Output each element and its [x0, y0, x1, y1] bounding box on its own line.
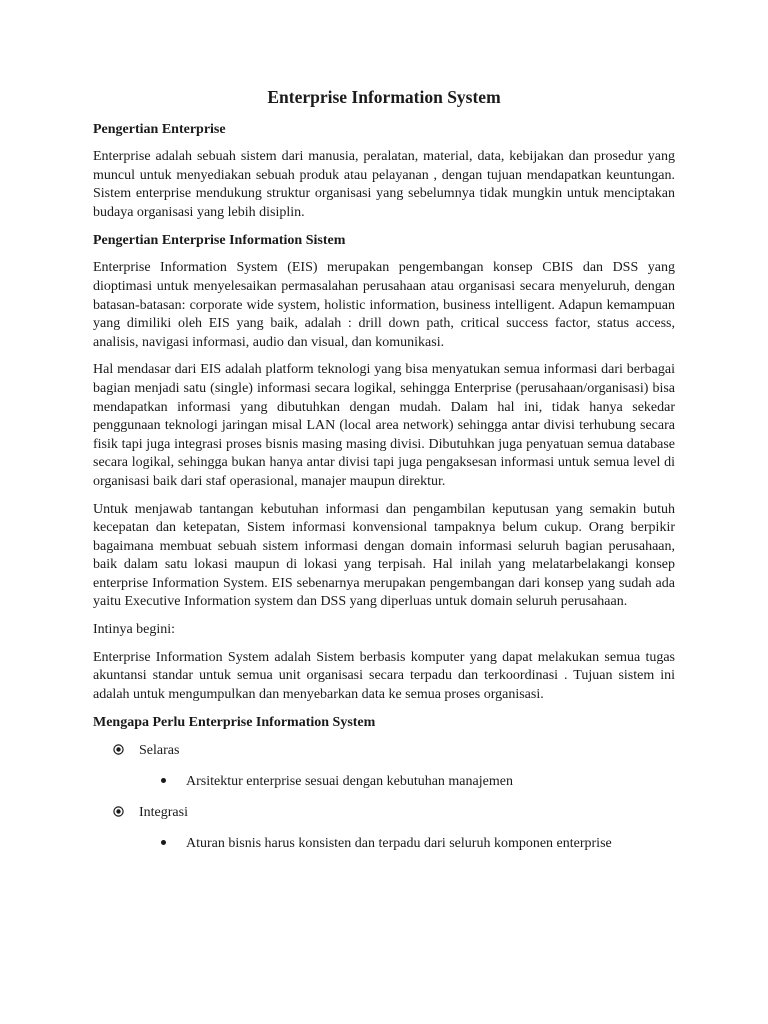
list-item [93, 803, 675, 822]
list-subitem [93, 772, 675, 791]
paragraph: Enterprise Information System (EIS) merupakan pengembangan konsep CBIS dan DSS yang dioptimasi untuk menyelesaikan permasalahan perusahaan atau organisasi secara menyeluruh, dengan batasan-batasan: corporate wide system, holistic information, business intelligent. Adapun kemampuan yang dimiliki oleh EIS yang baik, adalah : drill down path, critical success factor, status access, analisis, navigasi informasi, audio dan visual, dan komunikasi. [93, 260, 675, 350]
document-title: Enterprise Information System [267, 87, 501, 107]
circled-dot-bullet-icon [113, 806, 124, 817]
section-heading-pengertian-eis: Pengertian Enterprise Information Sistem [93, 233, 346, 249]
list-item-label: Integrasi [139, 805, 188, 821]
list-item [93, 741, 675, 760]
paragraph: Untuk menjawab tantangan kebutuhan informasi dan pengambilan keputusan yang semakin butuh kecepatan dan ketepatan, Sistem informasi konvensional tampaknya belum cukup. Orang berpikir bagaimana membuat sebuah sistem informasi dengan domain informasi seluruh bagian perusahaan, baik dalam satu lokasi maupun di lokasi yang terpisah. Hal inilah yang melatarbelakangi konsep enterprise Information System. EIS sebenarnya merupakan pengembangan dari konsep yang sudah ada yaitu Executive Information system dan DSS yang diperluas untuk domain seluruh perusahaan. [93, 501, 675, 610]
paragraph: Enterprise adalah sebuah sistem dari manusia, peralatan, material, data, kebijakan dan prosedur yang muncul untuk menyediakan sebuah produk atau pelayanan , dengan tujuan mendapatkan keuntungan. Sistem enterprise mendukung struktur organisasi yang sebelumnya tidak mungkin untuk menciptakan budaya organisasi yang lebih disiplin. [93, 149, 675, 220]
section-heading-mengapa-perlu-eis: Mengapa Perlu Enterprise Information System [93, 715, 376, 731]
circled-dot-bullet-icon [113, 744, 124, 755]
section-heading-pengertian-enterprise: Pengertian Enterprise [93, 122, 226, 137]
list-subitem [93, 834, 675, 853]
list-subitem-label: Arsitektur enterprise sesuai dengan kebutuhan manajemen [186, 774, 513, 790]
dot-bullet-icon [161, 778, 166, 783]
list-subitem-label: Aturan bisnis harus konsisten dan terpadu dari seluruh komponen enterprise [186, 836, 612, 852]
dot-bullet-icon [161, 840, 166, 845]
paragraph: Enterprise Information System adalah Sistem berbasis komputer yang dapat melakukan semua tugas akuntansi standar untuk semua unit organisasi secara terpadu dan terkoordinasi . Tujuan sistem ini adalah untuk mengumpulkan dan menyebarkan data ke semua proses organisasi. [93, 649, 675, 702]
list-item-label: Selaras [139, 743, 180, 759]
paragraph: Hal mendasar dari EIS adalah platform teknologi yang bisa menyatukan semua informasi dari berbagai bagian menjadi satu (single) informasi secara logikal, sehingga Enterprise (perusahaan/organisasi) bisa mendapatkan informasi yang dibutuhkan dengan mudah. Dalam hal ini, tidak hanya sekedar penggunaan teknologi jaringan misal LAN (local area network) sehingga antar divisi terhubung secara fisik tapi juga integrasi proses bisnis masing masing divisi. Dibutuhkan juga penyatuan semua database secara logikal, sehingga bukan hanya antar divisi tapi juga pengaksesan informasi untuk semua level di organisasi baik dari staf operasional, manajer maupun direktur. [93, 362, 675, 489]
paragraph: Intinya begini: [93, 622, 176, 638]
